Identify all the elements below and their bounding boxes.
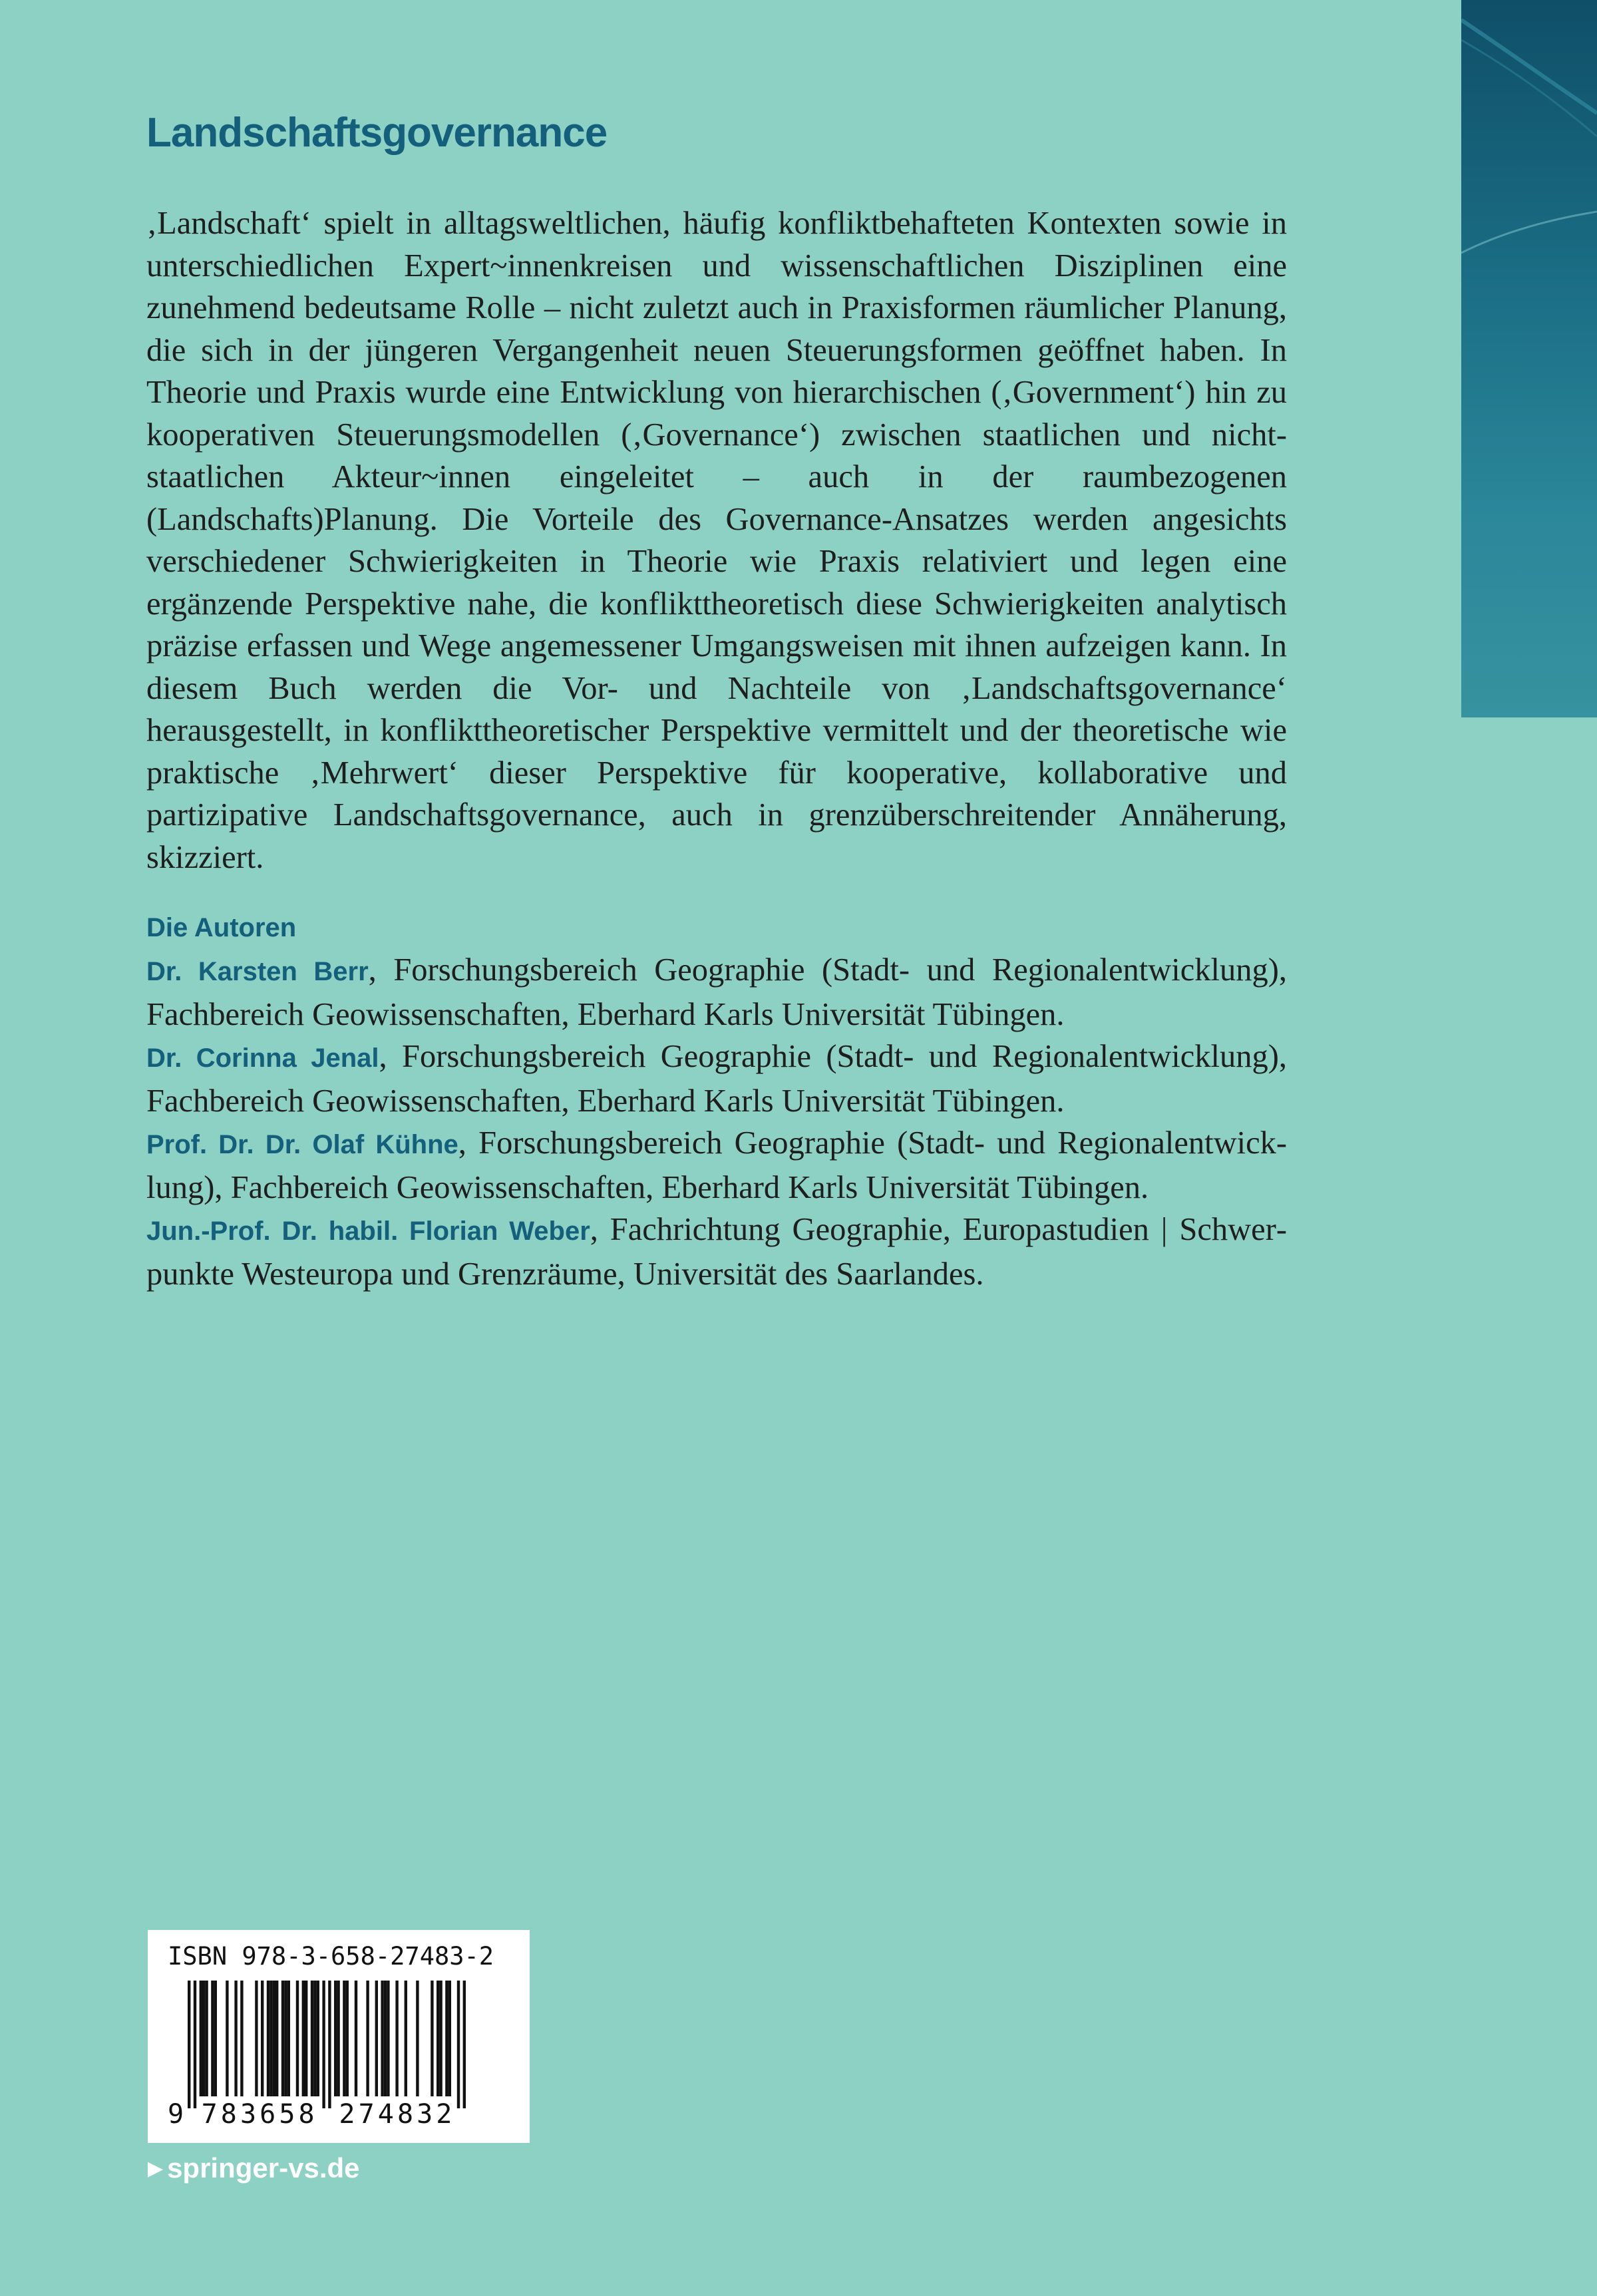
barcode-bar [346,1981,349,2096]
barcode-bar [416,1981,419,2096]
barcode-bar [302,1981,305,2096]
barcode-bar [445,1981,448,2096]
barcode-bar [395,1981,398,2096]
author-affiliation: , Forschungsbereich Geographie (Stadt- und Regionalentwicklung), Fachbereich Geowissenschaften, Eberhard Karls Universität Tübingen. [146,1039,1288,1119]
publisher-link[interactable] [148,2148,360,2189]
barcode-bar [269,1981,272,2096]
isbn-barcode [148,1930,530,2143]
barcode-bar [405,1981,407,2096]
publisher-url: springer-vs.de [167,2152,360,2184]
barcode-bar [328,1981,331,2108]
barcode-right-digits: 274832 [339,2099,452,2130]
barcode-bar [214,1981,217,2096]
book-title: Landschaftsgovernance [146,110,608,156]
barcode-bar [188,1981,190,2108]
barcode-bar [375,1981,378,2096]
author-name: Jun.-Prof. Dr. habil. Florian Weber [146,1217,590,1246]
barcode-bar [287,1981,290,2096]
barcode-bar [448,1981,451,2096]
wave-lines-graphic [1461,0,1597,717]
barcode-bar [267,1981,269,2096]
barcode-first-digit: 9 [168,2099,184,2130]
barcode-bar [202,1981,205,2096]
barcode-bar [194,1981,196,2108]
book-description: ‚Landschaft‘ spielt in alltagsweltlichen, häufig konfliktbehafteten Kontexten sowie in unterschiedlichen Expert~innenkreisen und wissenschaftlichen Disziplinen eine zunehmend bedeutsame Rolle – nicht zuletzt auch in Praxisformen räumlicher Planung, die sich in der jüngeren Vergangenheit neuen Steuerungsformen geöffnet haben. In Theorie und Praxis wurde eine Entwicklung von hierarchischen (‚Government‘) hin zu kooperativen Steuerungsmodellen (‚Governance‘) zwischen staatlichen und nicht-staatlichen Akteur~innen eingeleitet – auch in der raumbezogenen (Landschafts)Planung. Die Vorteile des Governance-Ansatzes werden angesichts verschiedener Schwierigkeiten in Theorie wie Praxis relativiert und legen eine ergänzende Perspektive nahe, die konflikttheoretisch diese Schwierigkeiten analytisch präzise erfassen und Wege angemessener Umgangsweisen mit ihnen aufzeigen kann. In diesem Buch werden die Vor- und Nachteile von ‚Landschaftsgovernance‘ herausgestellt, in konflikttheoretischer Perspektive vermittelt und der theoretische wie praktische ‚Mehrwert‘ dieser Perspektive für kooperative, kollaborative und partizipative Landschaftsgovernance, auch in grenzüberschreitender Annäherung, skizziert. [146,206,1287,875]
barcode-bar [366,1981,369,2096]
barcode-bar [255,1981,258,2096]
barcode-bar [205,1981,208,2096]
isbn-label: ISBN 978-3-658-27483-2 [168,1942,494,1971]
barcode-bar [317,1981,319,2096]
barcode-bar [384,1981,387,2096]
author-name: Dr. Karsten Berr [146,957,369,986]
barcode-bar [439,1981,442,2096]
barcode-bar [311,1981,313,2096]
barcode-bar [275,1981,278,2096]
triangle-right-icon: ▶ [148,2158,164,2180]
barcode-graphic [148,1930,530,2143]
barcode-bar [381,1981,383,2096]
barcode-bar [200,1981,202,2096]
author-affiliation: , Fachrichtung Geographie, Europastudien | Schwerpunkte Westeuropa und Grenzräume, Universität des Saarlandes. [146,1212,1287,1292]
barcode-bar [226,1981,228,2096]
barcode-bar [281,1981,284,2096]
barcode-bar [305,1981,307,2096]
barcode-bar [337,1981,339,2096]
barcode-bar [211,1981,214,2096]
barcode-bar [355,1981,357,2096]
authors-heading: Die Autoren [146,913,297,942]
barcode-bar [296,1981,299,2096]
barcode-bar [240,1981,243,2096]
barcode-bar [334,1981,337,2096]
barcode-bar [261,1981,264,2096]
barcode-left-digits: 783658 [201,2099,315,2130]
barcode-bar [313,1981,316,2096]
author-entry [146,1209,1287,1295]
barcode-bar [234,1981,237,2096]
barcode-bar [457,1981,460,2108]
author-affiliation: , Forschungsbereich Geographie (Stadt- und Regionalentwicklung), Fachbereich Geowissenschaften, Eberhard Karls Universität Tübingen. [146,952,1288,1032]
corner-decoration [1461,0,1597,717]
author-list [146,949,1287,1295]
author-entry [146,1036,1287,1122]
barcode-bar [343,1981,345,2096]
barcode-bar [387,1981,389,2096]
author-name: Prof. Dr. Dr. Olaf Kühne [146,1130,458,1159]
barcode-bar [431,1981,433,2096]
barcode-bar [322,1981,325,2108]
barcode-bar [463,1981,466,2108]
barcode-bar [437,1981,439,2096]
barcode-bar [284,1981,287,2096]
author-name: Dr. Corinna Jenal [146,1044,379,1073]
author-entry [146,1122,1287,1209]
author-affiliation: , Forschungsbereich Geographie (Stadt- und Regionalentwicklung), Fachbereich Geowissenschaften, Eberhard Karls Universität Tübingen. [146,1125,1288,1205]
author-entry [146,949,1287,1036]
barcode-bar [273,1981,275,2096]
